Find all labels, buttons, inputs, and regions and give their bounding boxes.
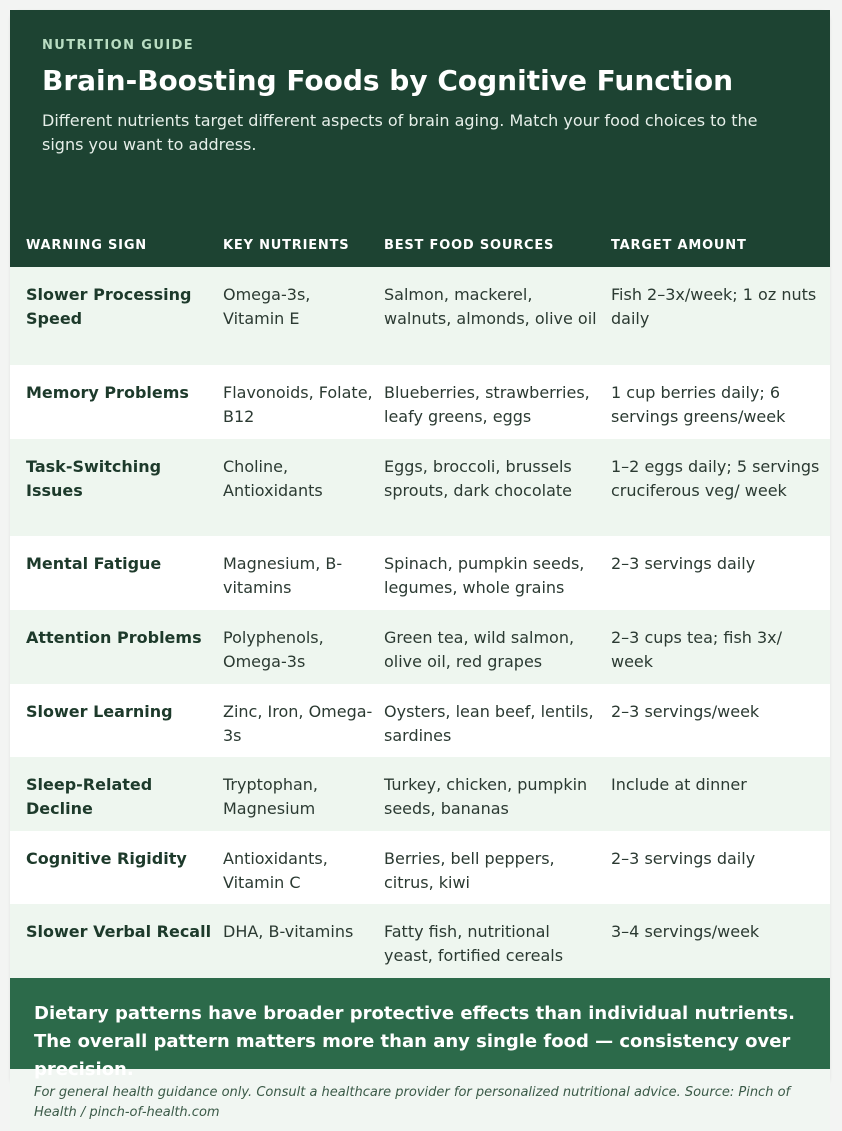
column-header-target-amount: TARGET AMOUNT bbox=[611, 237, 747, 253]
food-sources-cell: Oysters, lean beef, lentils, sardines bbox=[384, 702, 594, 745]
warning-sign-cell: Sleep-Related Decline bbox=[26, 775, 153, 818]
warning-sign-cell: Cognitive Rigidity bbox=[26, 849, 187, 868]
table-row bbox=[10, 439, 830, 536]
column-header-best-food-sources: BEST FOOD SOURCES bbox=[384, 237, 555, 253]
target-amount-cell: 3–4 servings/week bbox=[611, 922, 760, 941]
food-sources-cell: Spinach, pumpkin seeds, legumes, whole grains bbox=[384, 554, 585, 597]
target-amount-cell: 2–3 servings/week bbox=[611, 702, 760, 721]
table-row bbox=[10, 904, 830, 978]
key-takeaway-callout: Dietary patterns have broader protective effects than individual nutrients. The overall pattern matters more than any single food — consistency over precision. bbox=[10, 978, 830, 1069]
food-sources-cell: Turkey, chicken, pumpkin seeds, bananas bbox=[384, 775, 588, 818]
warning-sign-cell: Task-Switching Issues bbox=[26, 457, 162, 500]
eyebrow-label: NUTRITION GUIDE bbox=[42, 38, 195, 53]
table-row bbox=[10, 831, 830, 904]
page-subtitle: Different nutrients target different aspects of brain aging. Match your food choices to the signs you want to address. bbox=[42, 111, 758, 154]
key-nutrients-cell: DHA, B-vitamins bbox=[223, 922, 354, 941]
food-sources-cell: Salmon, mackerel, walnuts, almonds, olive oil bbox=[384, 285, 597, 328]
target-amount-cell: 2–3 servings daily bbox=[611, 554, 756, 573]
column-header-warning-sign: WARNING SIGN bbox=[26, 237, 147, 253]
column-header-key-nutrients: KEY NUTRIENTS bbox=[223, 237, 350, 253]
warning-sign-cell: Attention Problems bbox=[26, 628, 202, 647]
target-amount-cell: 2–3 servings daily bbox=[611, 849, 756, 868]
page-title: Brain-Boosting Foods by Cognitive Function bbox=[42, 64, 734, 97]
key-nutrients-cell: Omega-3s, Vitamin E bbox=[223, 285, 311, 328]
table-row bbox=[10, 757, 830, 831]
table-row bbox=[10, 536, 830, 610]
target-amount-cell: Include at dinner bbox=[611, 775, 747, 794]
target-amount-cell: 2–3 cups tea; fish 3x/ week bbox=[611, 628, 783, 671]
key-nutrients-cell: Flavonoids, Folate, B12 bbox=[223, 383, 373, 426]
warning-sign-cell: Memory Problems bbox=[26, 383, 189, 402]
warning-sign-cell: Mental Fatigue bbox=[26, 554, 162, 573]
table-body bbox=[10, 267, 830, 978]
warning-sign-cell: Slower Learning bbox=[26, 702, 173, 721]
target-amount-cell: 1–2 eggs daily; 5 servings cruciferous veg/ week bbox=[611, 457, 820, 500]
target-amount-cell: Fish 2–3x/week; 1 oz nuts daily bbox=[611, 285, 817, 328]
key-nutrients-cell: Tryptophan, Magnesium bbox=[223, 775, 319, 818]
warning-sign-cell: Slower Verbal Recall bbox=[26, 922, 212, 941]
food-sources-cell: Eggs, broccoli, brussels sprouts, dark chocolate bbox=[384, 457, 572, 500]
table-row bbox=[10, 267, 830, 365]
nutrition-guide-card bbox=[10, 10, 830, 1120]
target-amount-cell: 1 cup berries daily; 6 servings greens/week bbox=[611, 383, 786, 426]
key-nutrients-cell: Antioxidants, Vitamin C bbox=[223, 849, 328, 892]
food-sources-cell: Blueberries, strawberries, leafy greens, eggs bbox=[384, 383, 590, 426]
key-nutrients-cell: Polyphenols, Omega-3s bbox=[223, 628, 324, 671]
key-nutrients-cell: Zinc, Iron, Omega-3s bbox=[223, 702, 373, 745]
table-header bbox=[10, 223, 830, 267]
food-sources-cell: Green tea, wild salmon, olive oil, red grapes bbox=[384, 628, 575, 671]
key-nutrients-cell: Choline, Antioxidants bbox=[223, 457, 323, 500]
guide-header bbox=[10, 10, 830, 223]
disclaimer-footer: For general health guidance only. Consult a healthcare provider for personalized nutritional advice. Source: Pinch of Health / pinch-of-health.com bbox=[10, 1069, 830, 1131]
food-sources-cell: Berries, bell peppers, citrus, kiwi bbox=[384, 849, 555, 892]
key-nutrients-cell: Magnesium, B-vitamins bbox=[223, 554, 343, 597]
warning-sign-cell: Slower Processing Speed bbox=[26, 285, 192, 328]
food-sources-cell: Fatty fish, nutritional yeast, fortified cereals bbox=[384, 922, 564, 965]
table-row bbox=[10, 610, 830, 684]
table-row bbox=[10, 365, 830, 439]
table-row bbox=[10, 684, 830, 757]
